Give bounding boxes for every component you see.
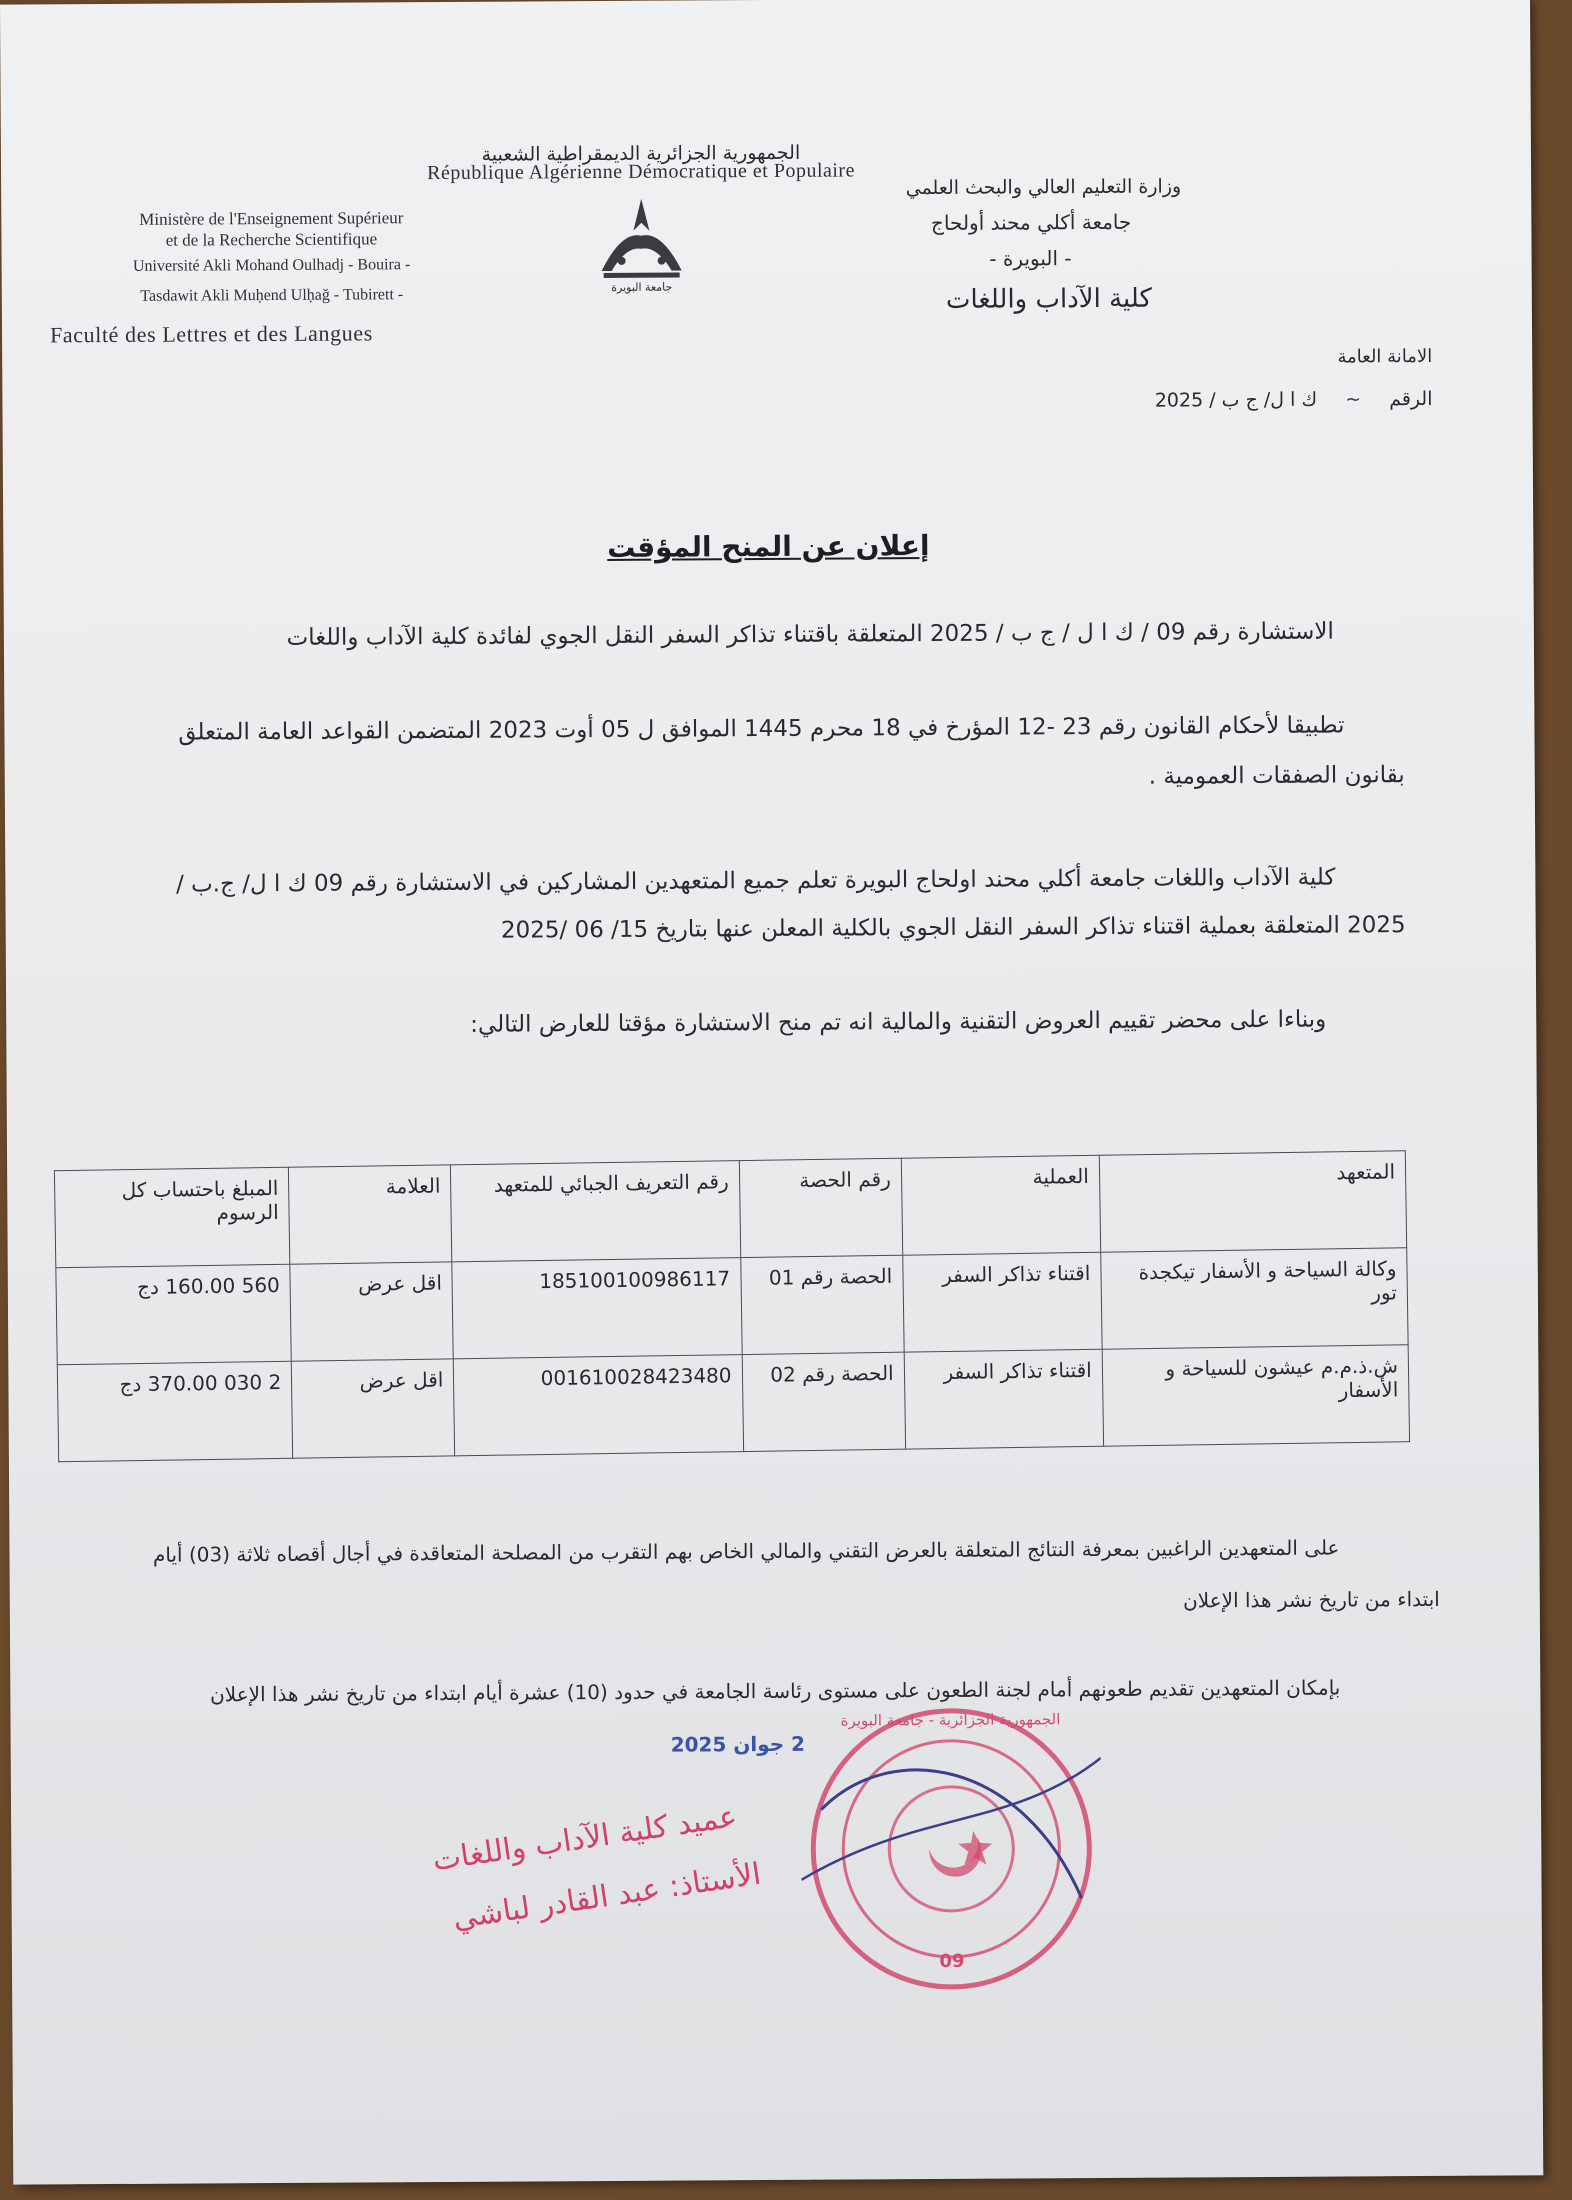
seal-text: الجمهورية الجزائرية - جامعة البويرة [840, 1710, 1061, 1730]
paragraph-results-line1: على المتعهدين الراغبين بمعرفة النتائج المتعلقة بالعرض التقني والمالي الخاص بهم التقرب من المصلحة المتعاقدة في أجال أقصاه ثلاثة (03) أيام [152, 1535, 1340, 1567]
seal-number: 09 [939, 1950, 965, 1972]
cell-tax-id: 185100100986117 [452, 1258, 742, 1359]
header-operation: العملية [901, 1155, 1101, 1255]
cell-amount: 2 030 370.00 دج [57, 1361, 293, 1461]
ministry-french-1: Ministère de l'Enseignement Supérieur [139, 208, 404, 229]
cell-tax-id: 001610028423480 [454, 1355, 744, 1456]
paragraph-consultation: الاستشارة رقم 09 / ك ا ل / ج ب / 2025 المتعلقة باقتناء تذاكر السفر النقل الجوي لفائدة كلية الآداب واللغات [286, 618, 1334, 651]
general-secretariat: الامانة العامة [1337, 345, 1433, 368]
university-berber: Tasdawit Akli Muḥend Ulḥağ - Tubirett - [140, 286, 404, 305]
ministry-arabic: وزارة التعليم العالي والبحث العلمي [905, 175, 1182, 200]
paragraph-notice-line1: كلية الآداب واللغات جامعة أكلي محند اولحاج البويرة تعلم جميع المتعهدين المشاركين في الاستشارة رقم 09 ك ا ل/ ج.ب / [175, 864, 1336, 898]
paragraph-results-line2: ابتداء من تاريخ نشر هذا الإعلان [1183, 1586, 1440, 1613]
header-score: العلامة [289, 1165, 453, 1264]
cell-amount: 560 160.00 دج [56, 1264, 292, 1364]
award-table [54, 1150, 1410, 1462]
cell-score: اقل عرض [290, 1262, 454, 1361]
university-french: Université Akli Mohand Oulhadj - Bouira - [132, 256, 411, 275]
handwritten-ref: ~ [1345, 388, 1362, 411]
logo-caption: جامعة البويرة [611, 280, 673, 294]
city-arabic: - البويرة - [989, 246, 1072, 271]
republic-french: République Algérienne Démocratique et Populaire [427, 159, 856, 185]
ministry-french-2: et de la Recherche Scientifique [165, 229, 378, 250]
official-seal [800, 1698, 1102, 2000]
cell-operation: اقتناء تذاكر السفر [904, 1349, 1104, 1449]
announcement-title: إعلان عن المنح المؤقت [607, 529, 930, 564]
paragraph-notice-line2: 2025 المتعلقة بعملية اقتناء تذاكر السفر النقل الجوي بالكلية المعلن عنها بتاريخ 15/ 06 /2025 [500, 912, 1406, 944]
paragraph-law-line2: بقانون الصفقات العمومية . [1148, 762, 1405, 790]
cell-bidder: وكالة السياحة و الأسفار تيكجدة تور [1100, 1248, 1408, 1350]
cell-lot: الحصة رقم 02 [742, 1352, 906, 1451]
university-logo [581, 190, 702, 301]
reference-label: الرقم [1389, 387, 1433, 411]
faculty-arabic: كلية الآداب واللغات [945, 283, 1152, 315]
reference-value: ك ا ل/ ج ب / 2025 [1154, 388, 1318, 412]
signature-name: الأستاذ: عبد القادر لباشي [450, 1856, 764, 1937]
header-amount: المبلغ باحتساب كل الرسوم [54, 1167, 290, 1267]
paragraph-appeals: بإمكان المتعهدين تقديم طعونهم أمام لجنة الطعون على مستوى رئاسة الجامعة في حدود (10) عشرة أيام ابتداء من تاريخ نشر هذا الإعلان [210, 1675, 1341, 1707]
header-bidder: المتعهد [1099, 1151, 1407, 1253]
faculty-french: Faculté des Lettres et des Langues [49, 320, 373, 348]
paragraph-evaluation: وبناءا على محضر تقييم العروض التقنية والمالية انه تم منح الاستشارة مؤقتا للعارض التالي: [470, 1006, 1327, 1038]
university-arabic: جامعة أكلي محند أولحاج [930, 209, 1132, 235]
paragraph-law-line1: تطبيقا لأحكام القانون رقم 23 -12 المؤرخ في 18 محرم 1445 الموافق ل 05 أوت 2023 المتضمن القواعد العامة المتعلق [178, 712, 1345, 746]
cell-operation: اقتناء تذاكر السفر [902, 1252, 1102, 1352]
header-tax-id: رقم التعريف الجبائي للمتعهد [451, 1161, 741, 1262]
republic-arabic: الجمهورية الجزائرية الديمقراطية الشعبية [481, 141, 801, 166]
table-row [57, 1345, 1409, 1462]
cell-bidder: ش.ذ.م.م عيشون للسياحة و الأسفار [1102, 1345, 1410, 1447]
reference-number [1155, 388, 1433, 412]
cell-score: اقل عرض [291, 1359, 455, 1458]
header-lot: رقم الحصة [739, 1158, 903, 1257]
signature-title: عميد كلية الآداب واللغات [430, 1799, 740, 1879]
date-stamp: 2 جوان 2025 [670, 1731, 806, 1757]
cell-lot: الحصة رقم 01 [740, 1255, 904, 1354]
